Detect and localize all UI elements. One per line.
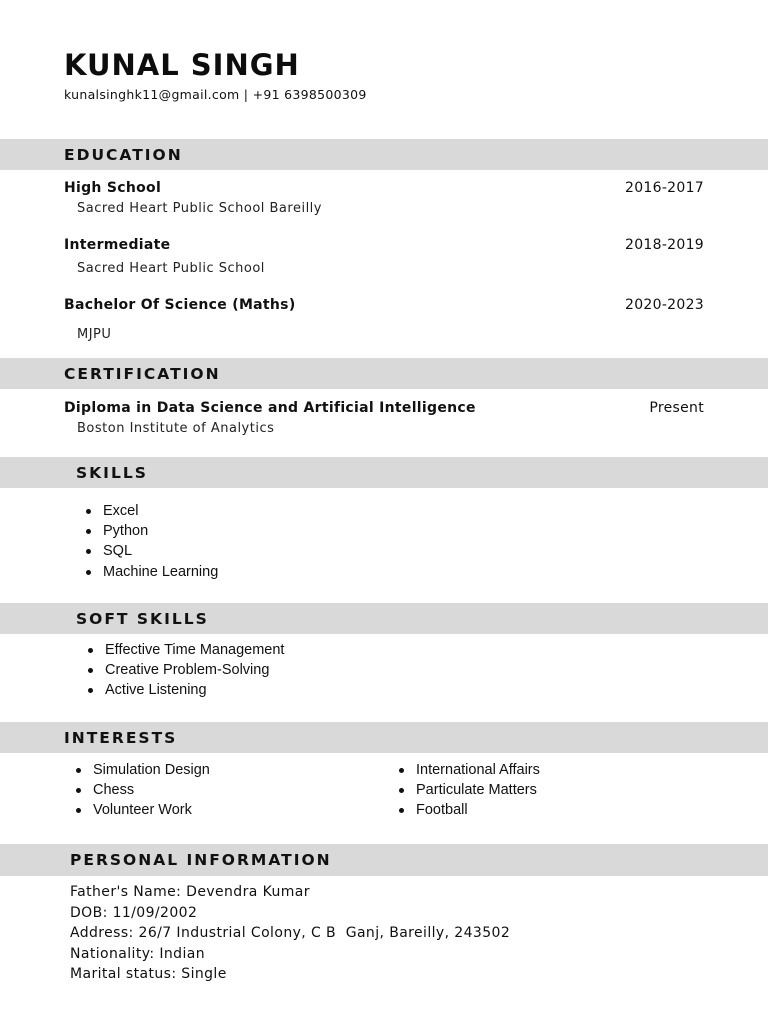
- certification-section-header: [0, 358, 768, 389]
- list-item: Creative Problem-Solving: [87, 660, 284, 680]
- candidate-name: KUNAL SINGH: [64, 48, 300, 82]
- certification-name: Diploma in Data Science and Artificial Intelligence: [64, 400, 476, 416]
- certification-institution: Boston Institute of Analytics: [77, 421, 275, 436]
- interests-list-left: [75, 760, 210, 821]
- education-institution: MJPU: [77, 327, 112, 342]
- list-item: Particulate Matters: [398, 780, 540, 800]
- personal-info-line: DOB: 11/09/2002: [70, 904, 198, 921]
- list-item: Excel: [85, 501, 218, 521]
- section-title: PERSONAL INFORMATION: [70, 851, 332, 869]
- education-institution: Sacred Heart Public School: [77, 261, 265, 276]
- list-item: Football: [398, 800, 540, 820]
- education-degree: Bachelor Of Science (Maths): [64, 297, 296, 313]
- interests-section-header: [0, 722, 768, 753]
- personal-info-line: Nationality: Indian: [70, 945, 205, 962]
- skills-list: [85, 501, 218, 582]
- personal-info-line: Marital status: Single: [70, 966, 227, 982]
- interests-list-right: [398, 760, 540, 821]
- personal-info-line: Address: 26/7 Industrial Colony, C B Ganj, Bareilly, 243502: [70, 925, 511, 941]
- education-years: 2018-2019: [624, 237, 704, 253]
- list-item: Effective Time Management: [87, 640, 284, 660]
- skills-section-header: [0, 457, 768, 488]
- list-item: Active Listening: [87, 680, 284, 700]
- section-title: CERTIFICATION: [64, 364, 221, 383]
- soft-skills-list: [87, 640, 284, 701]
- list-item: Chess: [75, 780, 210, 800]
- education-degree: High School: [64, 180, 162, 196]
- list-item: International Affairs: [398, 760, 540, 780]
- education-institution: Sacred Heart Public School Bareilly: [77, 201, 322, 216]
- education-section-header: [0, 139, 768, 170]
- personal-info-section-header: [0, 844, 768, 876]
- education-years: 2016-2017: [624, 180, 704, 196]
- list-item: Machine Learning: [85, 562, 218, 582]
- list-item: Python: [85, 521, 218, 541]
- education-years: 2020-2023: [624, 297, 704, 313]
- personal-info-line: Father's Name: Devendra Kumar: [70, 884, 310, 900]
- list-item: SQL: [85, 541, 218, 561]
- personal-info-block: [70, 882, 510, 985]
- section-title: EDUCATION: [64, 145, 183, 164]
- education-degree: Intermediate: [64, 237, 171, 253]
- soft-skills-section-header: [0, 603, 768, 634]
- section-title: INTERESTS: [64, 728, 178, 747]
- certification-status: Present: [649, 400, 704, 416]
- list-item: Simulation Design: [75, 760, 210, 780]
- section-title: SOFT SKILLS: [76, 609, 209, 628]
- section-title: SKILLS: [76, 463, 148, 482]
- list-item: Volunteer Work: [75, 800, 210, 820]
- contact-info: kunalsinghk11@gmail.com | +91 6398500309: [64, 87, 367, 102]
